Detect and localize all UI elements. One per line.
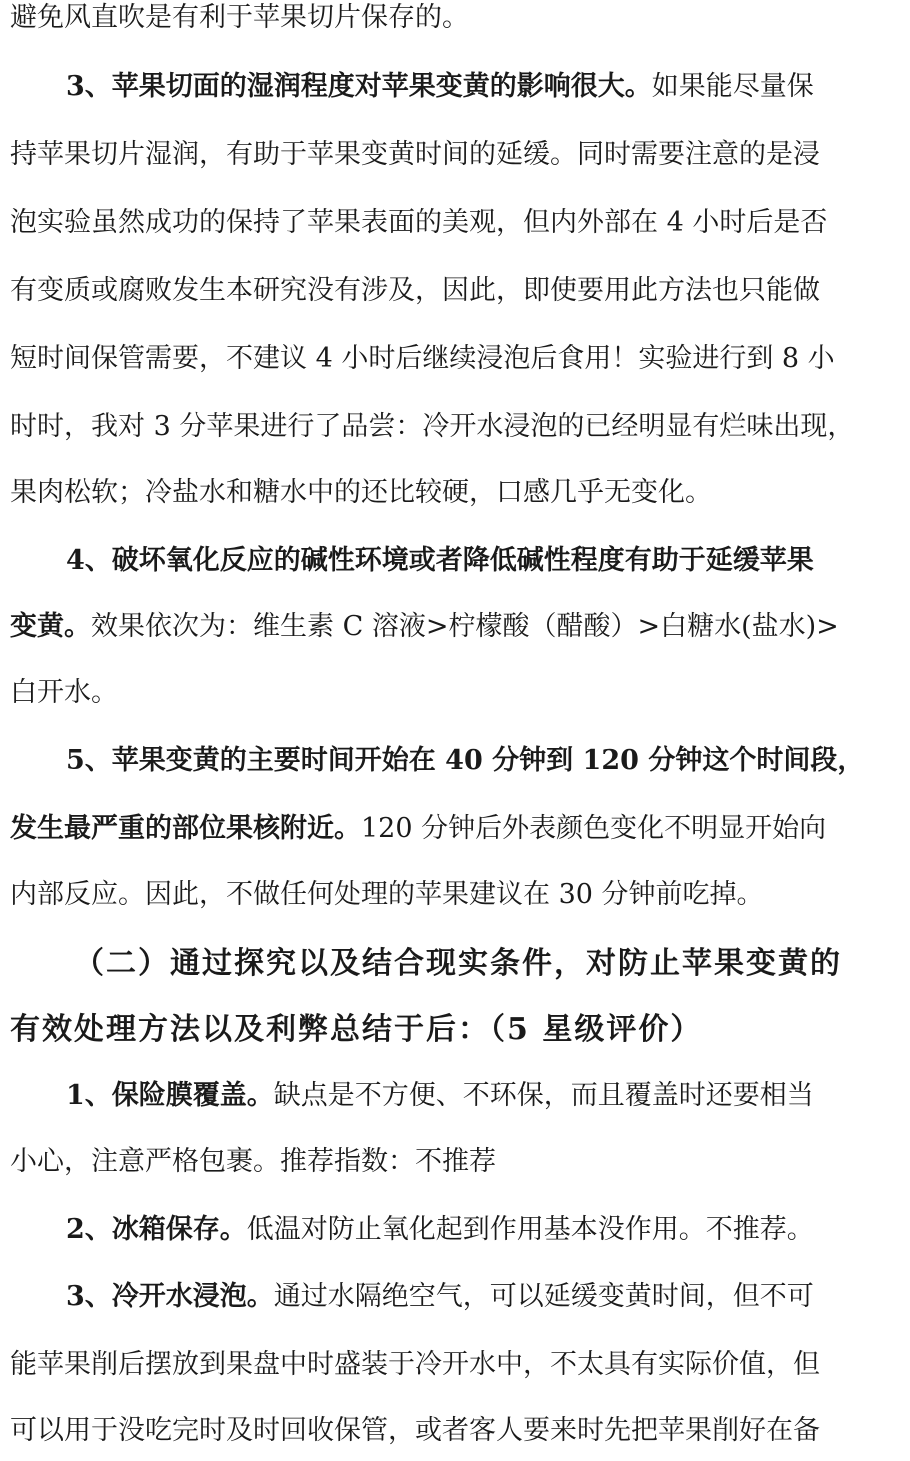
item-3-rest: 通过水隔绝空气，可以延缓变黄时间，但不可 (273, 1281, 814, 1312)
item-3-line-3: 可以用于没吃完时及时回收保管，或者客人要来时先把苹果削好在备 (10, 1415, 820, 1446)
item-3-line-2: 能苹果削后摆放到果盘中时盛装于冷开水中，不太具有实际价值，但 (10, 1349, 820, 1380)
paragraph-3-line-6: 时时，我对 3 分苹果进行了品尝：冷开水浸泡的已经明显有烂味出现， (10, 411, 855, 442)
paragraph-3-line-2: 持苹果切片湿润，有助于苹果变黄时间的延缓。同时需要注意的是浸 (10, 139, 820, 170)
paragraph-3-lead: 3、苹果切面的湿润程度对苹果变黄的影响很大。 (66, 71, 652, 102)
paragraph-3-line-5: 短时间保管需要，不建议 4 小时后继续浸泡后食用！实验进行到 8 小 (10, 343, 835, 374)
item-2-lead: 2、冰箱保存。 (66, 1214, 247, 1245)
paragraph-4-line-2 (10, 597, 900, 657)
paragraph-4-line-2-lead: 变黄。 (10, 611, 91, 642)
section-heading-line-1: （二）通过探究以及结合现实条件，对防止苹果变黄的 (74, 946, 842, 981)
paragraph-5-line-2-rest: 120 分钟后外表颜色变化不明显开始向 (361, 813, 827, 844)
item-1-rest: 缺点是不方便、不环保，而且覆盖时还要相当 (273, 1080, 814, 1111)
item-3-lead: 3、冷开水浸泡。 (66, 1281, 274, 1312)
text-line: 避免风直吹是有利于苹果切片保存的。 (10, 2, 469, 33)
paragraph-3-line-1-rest: 如果能尽量保 (651, 71, 814, 102)
section-heading-line-2: 有效处理方法以及利弊总结于后：（5 星级评价） (10, 1012, 703, 1047)
item-2-rest: 低温对防止氧化起到作用基本没作用。不推荐。 (246, 1214, 814, 1245)
item-1-lead: 1、保险膜覆盖。 (66, 1080, 274, 1111)
paragraph-3-line-1 (66, 57, 900, 117)
paragraph-5-line-3: 内部反应。因此，不做任何处理的苹果建议在 30 分钟前吃掉。 (10, 879, 764, 910)
paragraph-5-line-2-lead: 发生最严重的部位果核附近。 (10, 813, 361, 844)
paragraph-3-line-4: 有变质或腐败发生本研究没有涉及，因此，即使要用此方法也只能做 (10, 275, 820, 306)
item-3-line-1 (66, 1267, 900, 1327)
paragraph-5-line-2 (10, 799, 900, 859)
item-1-line-1 (66, 1066, 900, 1126)
paragraph-3-line-3: 泡实验虽然成功的保持了苹果表面的美观，但内外部在 4 小时后是否 (10, 207, 828, 238)
paragraph-5-line-1: 5、苹果变黄的主要时间开始在 40 分钟到 120 分钟这个时间段， (66, 745, 865, 776)
paragraph-3-line-7: 果肉松软；冷盐水和糖水中的还比较硬，口感几乎无变化。 (10, 477, 712, 508)
paragraph-4-line-3: 白开水。 (10, 677, 118, 708)
item-2-line-1 (66, 1200, 900, 1260)
item-1-line-2: 小心，注意严格包裹。推荐指数：不推荐 (10, 1146, 496, 1177)
paragraph-4-line-1: 4、破坏氧化反应的碱性环境或者降低碱性程度有助于延缓苹果 (66, 545, 814, 576)
paragraph-4-line-2-rest: 效果依次为：维生素 C 溶液>柠檬酸（醋酸）>白糖水(盐水)> (91, 611, 839, 642)
